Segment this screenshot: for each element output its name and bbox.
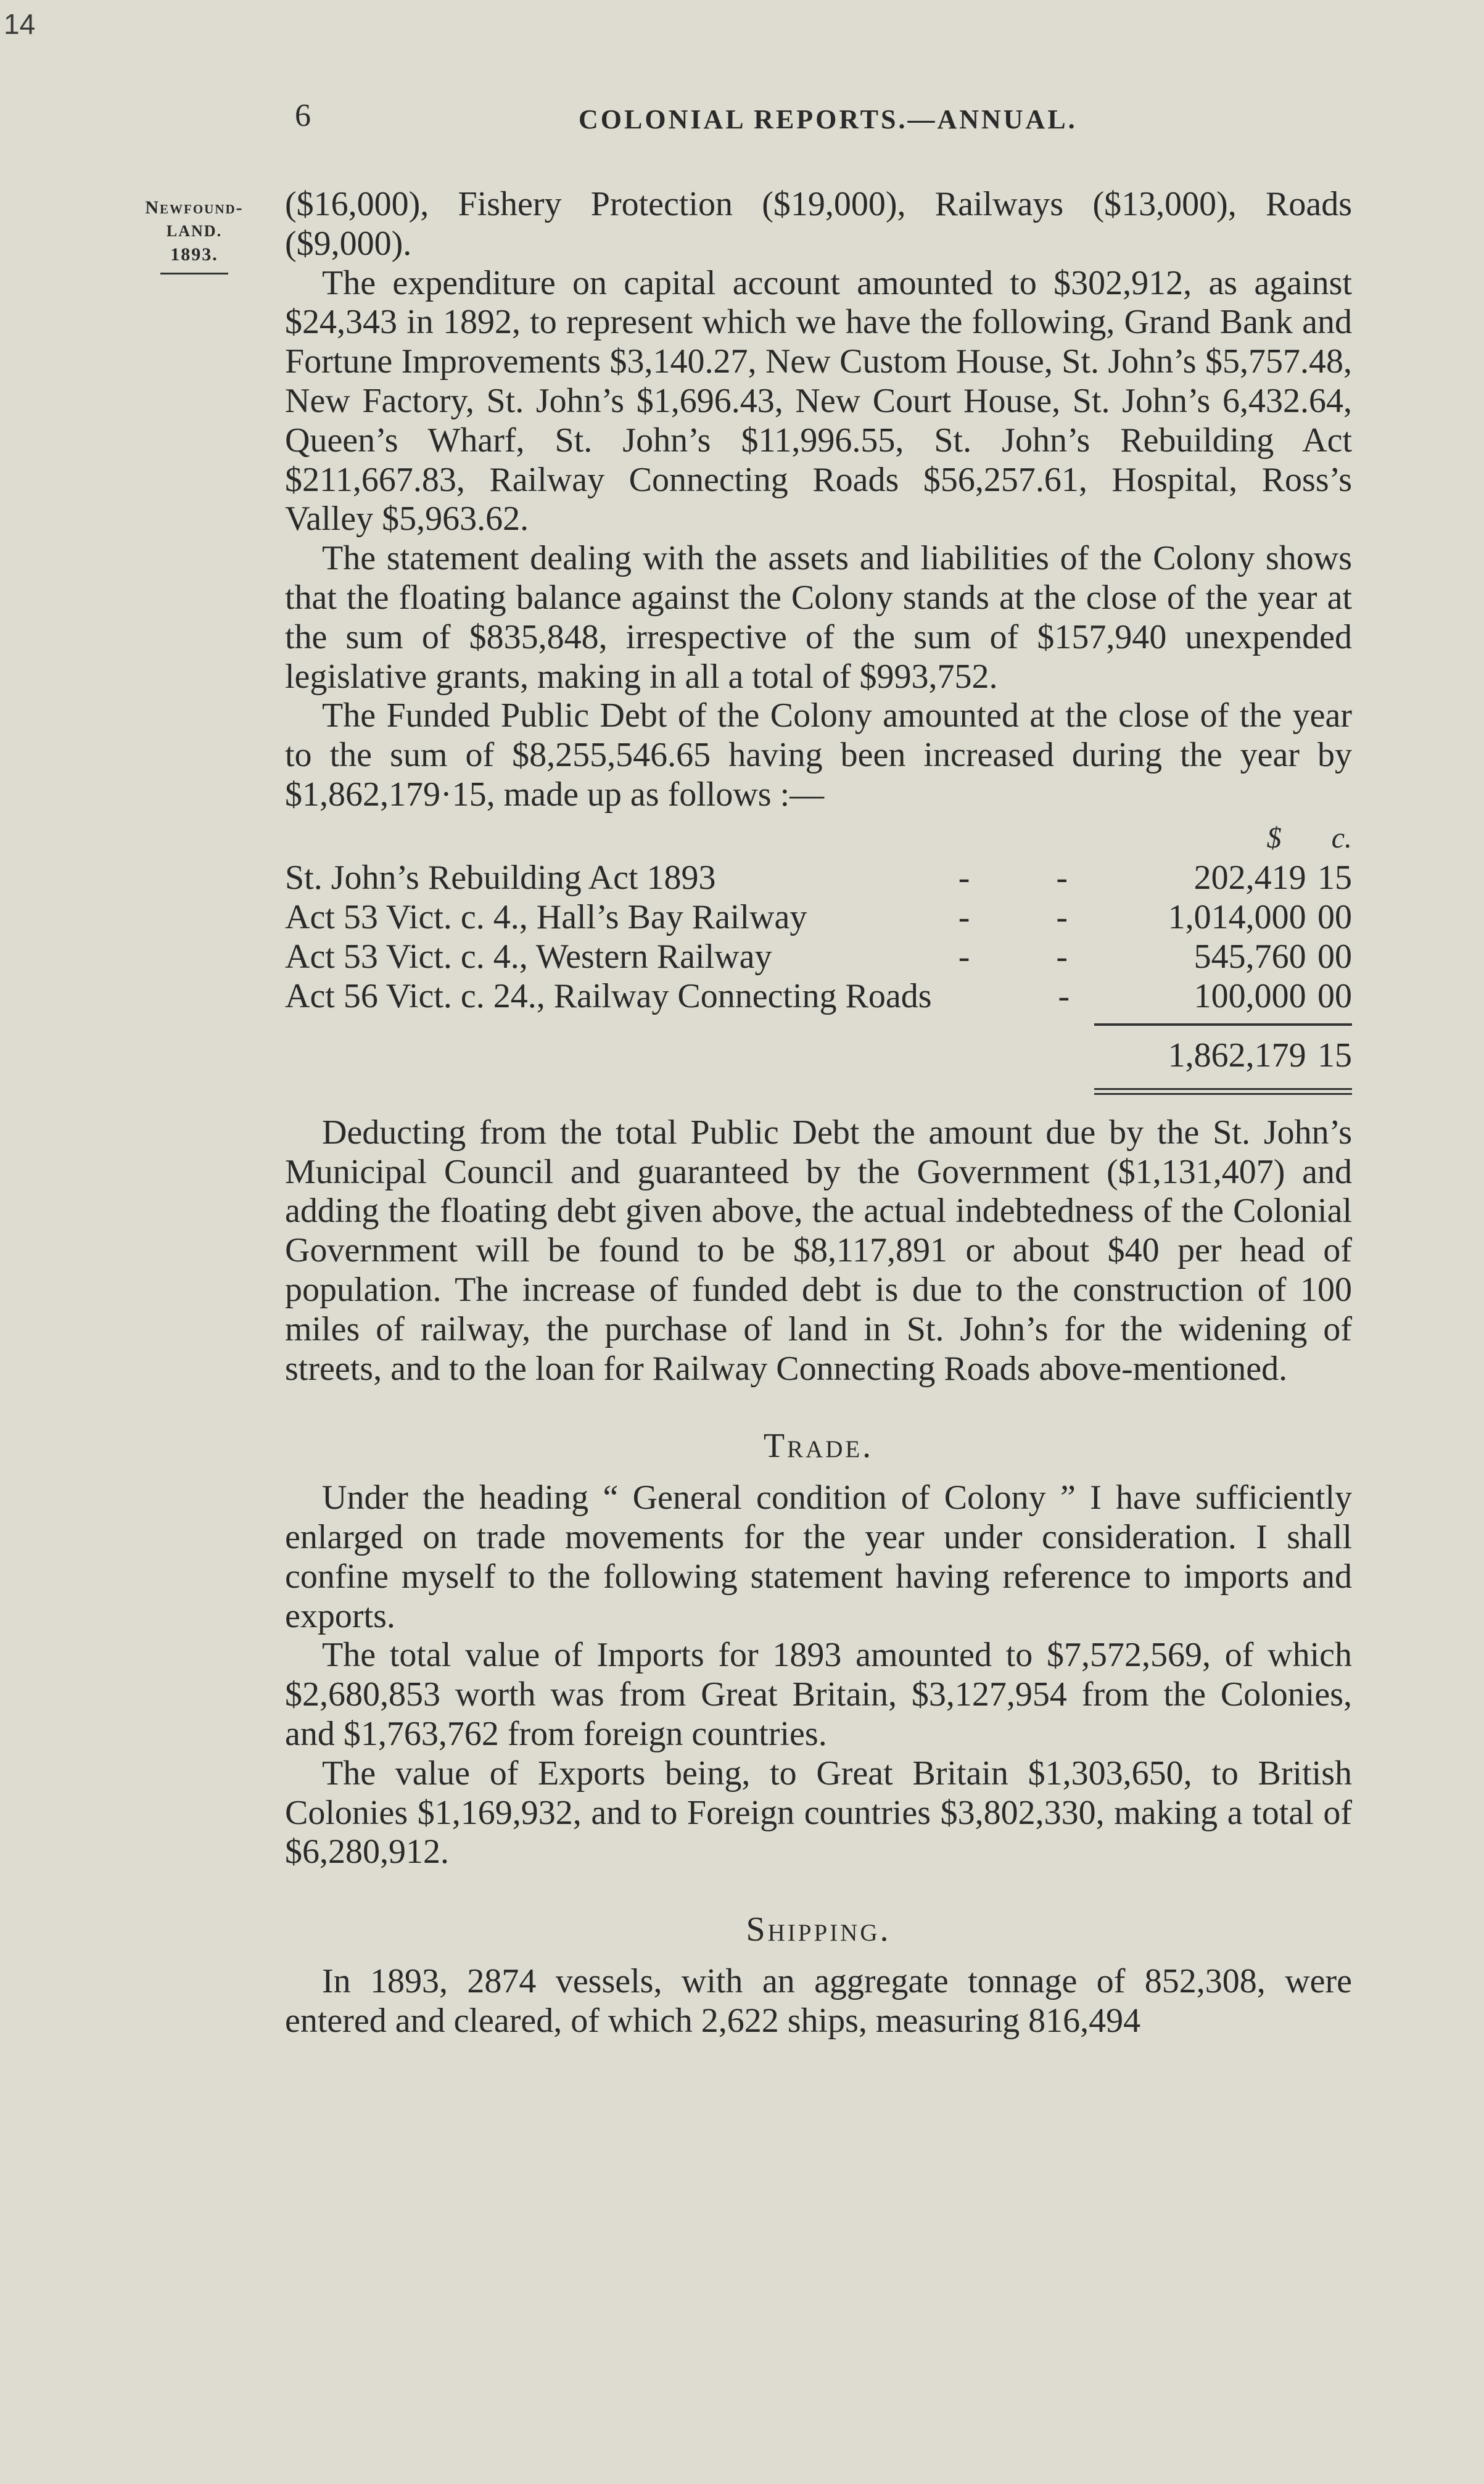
margin-note [105,196,284,274]
item-label: Act 53 Vict. c. 4., Hall’s Bay Railway [285,897,807,936]
body-text [285,185,1352,2040]
paragraph: In 1893, 2874 vessels, with an aggregate tonnage of 852,308, were entered and cleared, of which 2,622 ships, measuring 816,494 [285,1962,1352,2040]
funded-debt-table [285,819,1352,1108]
paragraph: The expenditure on capital account amounted to $302,912, as against $24,343 in 1892, to represent which we have the following, Grand Bank and Fortune Improvements $3,140.27, New Custom House, St. John’s $5,757.48, New Factory, St. John’s $1,696.43, New Court House, St. John’s 6,432.64, Queen’s Wharf, St. John’s $11,996.55, St. John’s Rebuilding Act $211,667.83, Railway Connecting Roads $56,257.61, Hospital, Ross’s Valley $5,963.62. [285,263,1352,538]
item-label: Act 56 Vict. c. 24., Railway Connecting Roads [285,976,932,1015]
section-heading-shipping: Shipping. [746,1910,891,1949]
table-row: St. John’s Rebuilding Act 1893 - - 202,419 15 [285,858,1352,897]
table-row: Act 53 Vict. c. 4., Western Railway - - 545,760 00 [285,937,1352,976]
margin-note-line-2: LAND. [166,222,223,240]
table-header-row [285,819,1352,858]
section-heading-trade: Trade. [763,1427,874,1466]
table-row: Act 56 Vict. c. 24., Railway Connecting Roads - 100,000 00 [285,976,1352,1015]
total-cents: 15 [1317,1036,1352,1075]
paragraph: The value of Exports being, to Great Britain $1,303,650, to British Colonies $1,169,932, and to Foreign countries $3,802,330, making a total of $6,280,912. [285,1754,1352,1871]
table-row: Act 53 Vict. c. 4., Hall’s Bay Railway - - 1,014,000 00 [285,897,1352,936]
total-row [285,1033,1352,1075]
item-label: St. John’s Rebuilding Act 1893 [285,858,716,897]
margin-note-rule [160,273,228,274]
scan-page-number: 14 [4,8,36,40]
paragraph: ($16,000), Fishery Protection ($19,000), Railways ($13,000), Roads ($9,000). [285,185,1352,263]
dollars-header: $ [1266,821,1282,854]
page-number: 6 [295,98,311,133]
item-cents: 15 [1317,858,1352,897]
item-dollars: 202,419 [1193,858,1306,897]
running-head-title: COLONIAL REPORTS.—ANNUAL. [579,104,1078,134]
item-dollars: 545,760 [1193,937,1306,976]
item-cents: 00 [1317,937,1352,976]
item-dollars: 100,000 [1193,976,1306,1015]
item-cents: 00 [1317,976,1352,1015]
margin-note-line-1: Newfound- [145,197,244,218]
paragraph: The total value of Imports for 1893 amounted to $7,572,569, of which $2,680,853 worth was from Great Britain, $3,127,954 from the Colonies, and $1,763,762 from foreign countries. [285,1636,1352,1753]
paragraph: Deducting from the total Public Debt the amount due by the St. John’s Municipal Council and guaranteed by the Government ($1,131,407) and adding the floating debt given above, the actual indebtedness of the Colonial Government will be found to be $8,117,891 or about $40 per head of population. The increase of funded debt is due to the construction of 100 miles of railway, the purchase of land in St. John’s for the widening of streets, and to the loan for Railway Connecting Roads above-mentioned. [285,1113,1352,1388]
item-cents: 00 [1317,897,1352,936]
double-rule [285,1075,1352,1108]
cents-header: c. [1331,821,1352,854]
sum-rule [285,1016,1352,1033]
item-label: Act 53 Vict. c. 4., Western Railway [285,937,772,976]
paragraph: The statement dealing with the assets and liabilities of the Colony shows that the floating balance against the Colony stands at the close of the year at the sum of $835,848, irrespective of the sum of $157,940 unexpended legislative grants, making in all a total of $993,752. [285,539,1352,696]
paragraph: The Funded Public Debt of the Colony amounted at the close of the year to the sum of $8,255,546.65 having been increased during the year by $1,862,179·15, made up as follows :— [285,696,1352,814]
paragraph: Under the heading “ General condition of Colony ” I have sufficiently enlarged on trade movements for the year under consideration. I shall confine myself to the following statement having reference to imports and exports. [285,1479,1352,1635]
total-dollars: 1,862,179 [1168,1036,1306,1075]
item-dollars: 1,014,000 [1168,897,1306,936]
margin-note-line-3: 1893. [170,244,218,265]
